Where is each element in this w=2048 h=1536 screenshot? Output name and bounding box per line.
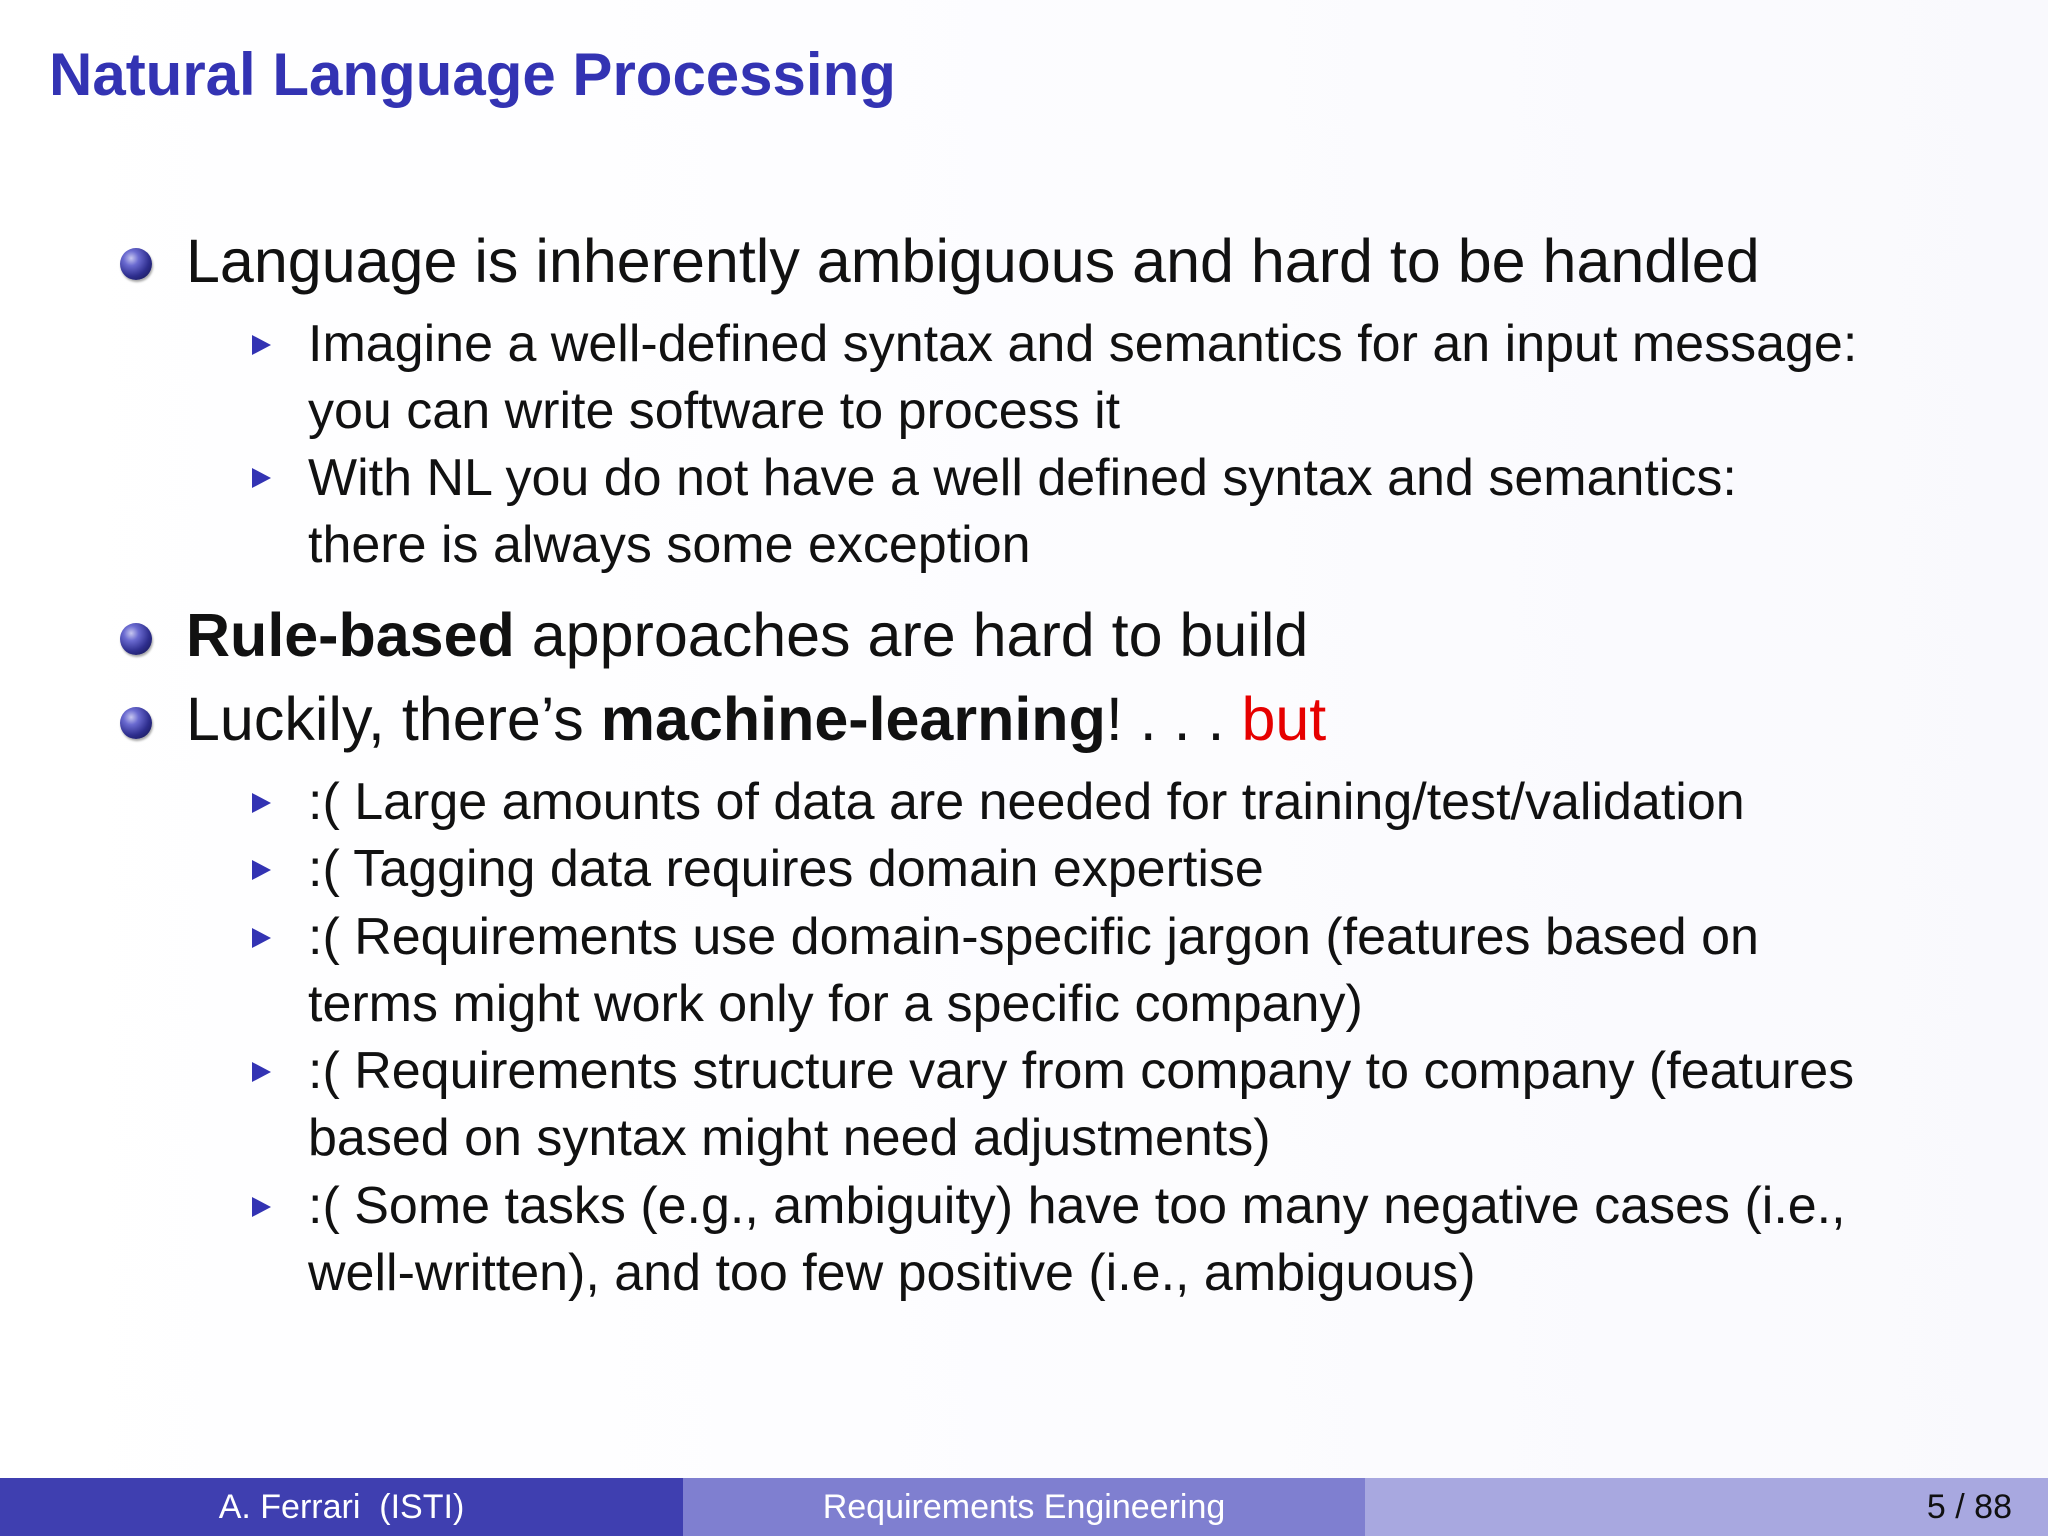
bullet-text-pre: Luckily, there’s (186, 685, 601, 753)
bullet-text (186, 600, 1308, 670)
sub-bullet-text: :( Requirements use domain-specific jargon (features based on (308, 908, 1759, 966)
triangle-bullet-icon (252, 860, 271, 880)
slide-title: Natural Language Processing (49, 41, 896, 108)
triangle-bullet-icon (252, 928, 271, 948)
sub-bullet-text: :( Some tasks (e.g., ambiguity) have too many negative cases (i.e., (308, 1177, 1846, 1235)
bullet-text-rest: approaches are hard to build (514, 601, 1309, 669)
triangle-bullet-icon (252, 1062, 271, 1082)
sub-bullet-text: With NL you do not have a well defined syntax and semantics: (308, 449, 1737, 507)
bold-term: machine-learning (600, 685, 1106, 753)
sub-bullet-text-continued: well-written), and too few positive (i.e., ambiguous) (308, 1244, 1476, 1302)
ball-bullet-icon (120, 623, 152, 655)
sub-bullet-text-continued: based on syntax might need adjustments) (308, 1109, 1271, 1167)
sub-bullet-text-continued: you can write software to process it (308, 382, 1121, 440)
triangle-bullet-icon (252, 335, 271, 355)
footer-course: Requirements Engineering (683, 1478, 1365, 1536)
sub-bullet-text: :( Large amounts of data are needed for training/test/validation (308, 773, 1745, 831)
footer-page-number: 5 / 88 (1365, 1478, 2048, 1536)
footer-bar (0, 1478, 2048, 1536)
triangle-bullet-icon (252, 468, 271, 488)
triangle-bullet-icon (252, 793, 271, 813)
sub-bullet-text-continued: there is always some exception (308, 516, 1031, 574)
highlight-red-word: but (1241, 685, 1327, 753)
sub-bullet-text-continued: terms might work only for a specific company) (308, 975, 1363, 1033)
bullet-text-post: ! . . . (1105, 685, 1242, 753)
triangle-bullet-icon (252, 1197, 271, 1217)
sub-bullet-text: :( Requirements structure vary from company to company (features (308, 1042, 1855, 1100)
ball-bullet-icon (120, 248, 152, 280)
sub-bullet-text: Imagine a well-defined syntax and semantics for an input message: (308, 315, 1858, 373)
bullet-text (186, 684, 1326, 754)
bold-term: Rule-based (186, 601, 515, 669)
ball-bullet-icon (120, 707, 152, 739)
footer-author: A. Ferrari (ISTI) (0, 1478, 683, 1536)
bullet-text: Language is inherently ambiguous and hard to be handled (186, 227, 1760, 295)
sub-bullet-text: :( Tagging data requires domain expertise (308, 840, 1264, 898)
